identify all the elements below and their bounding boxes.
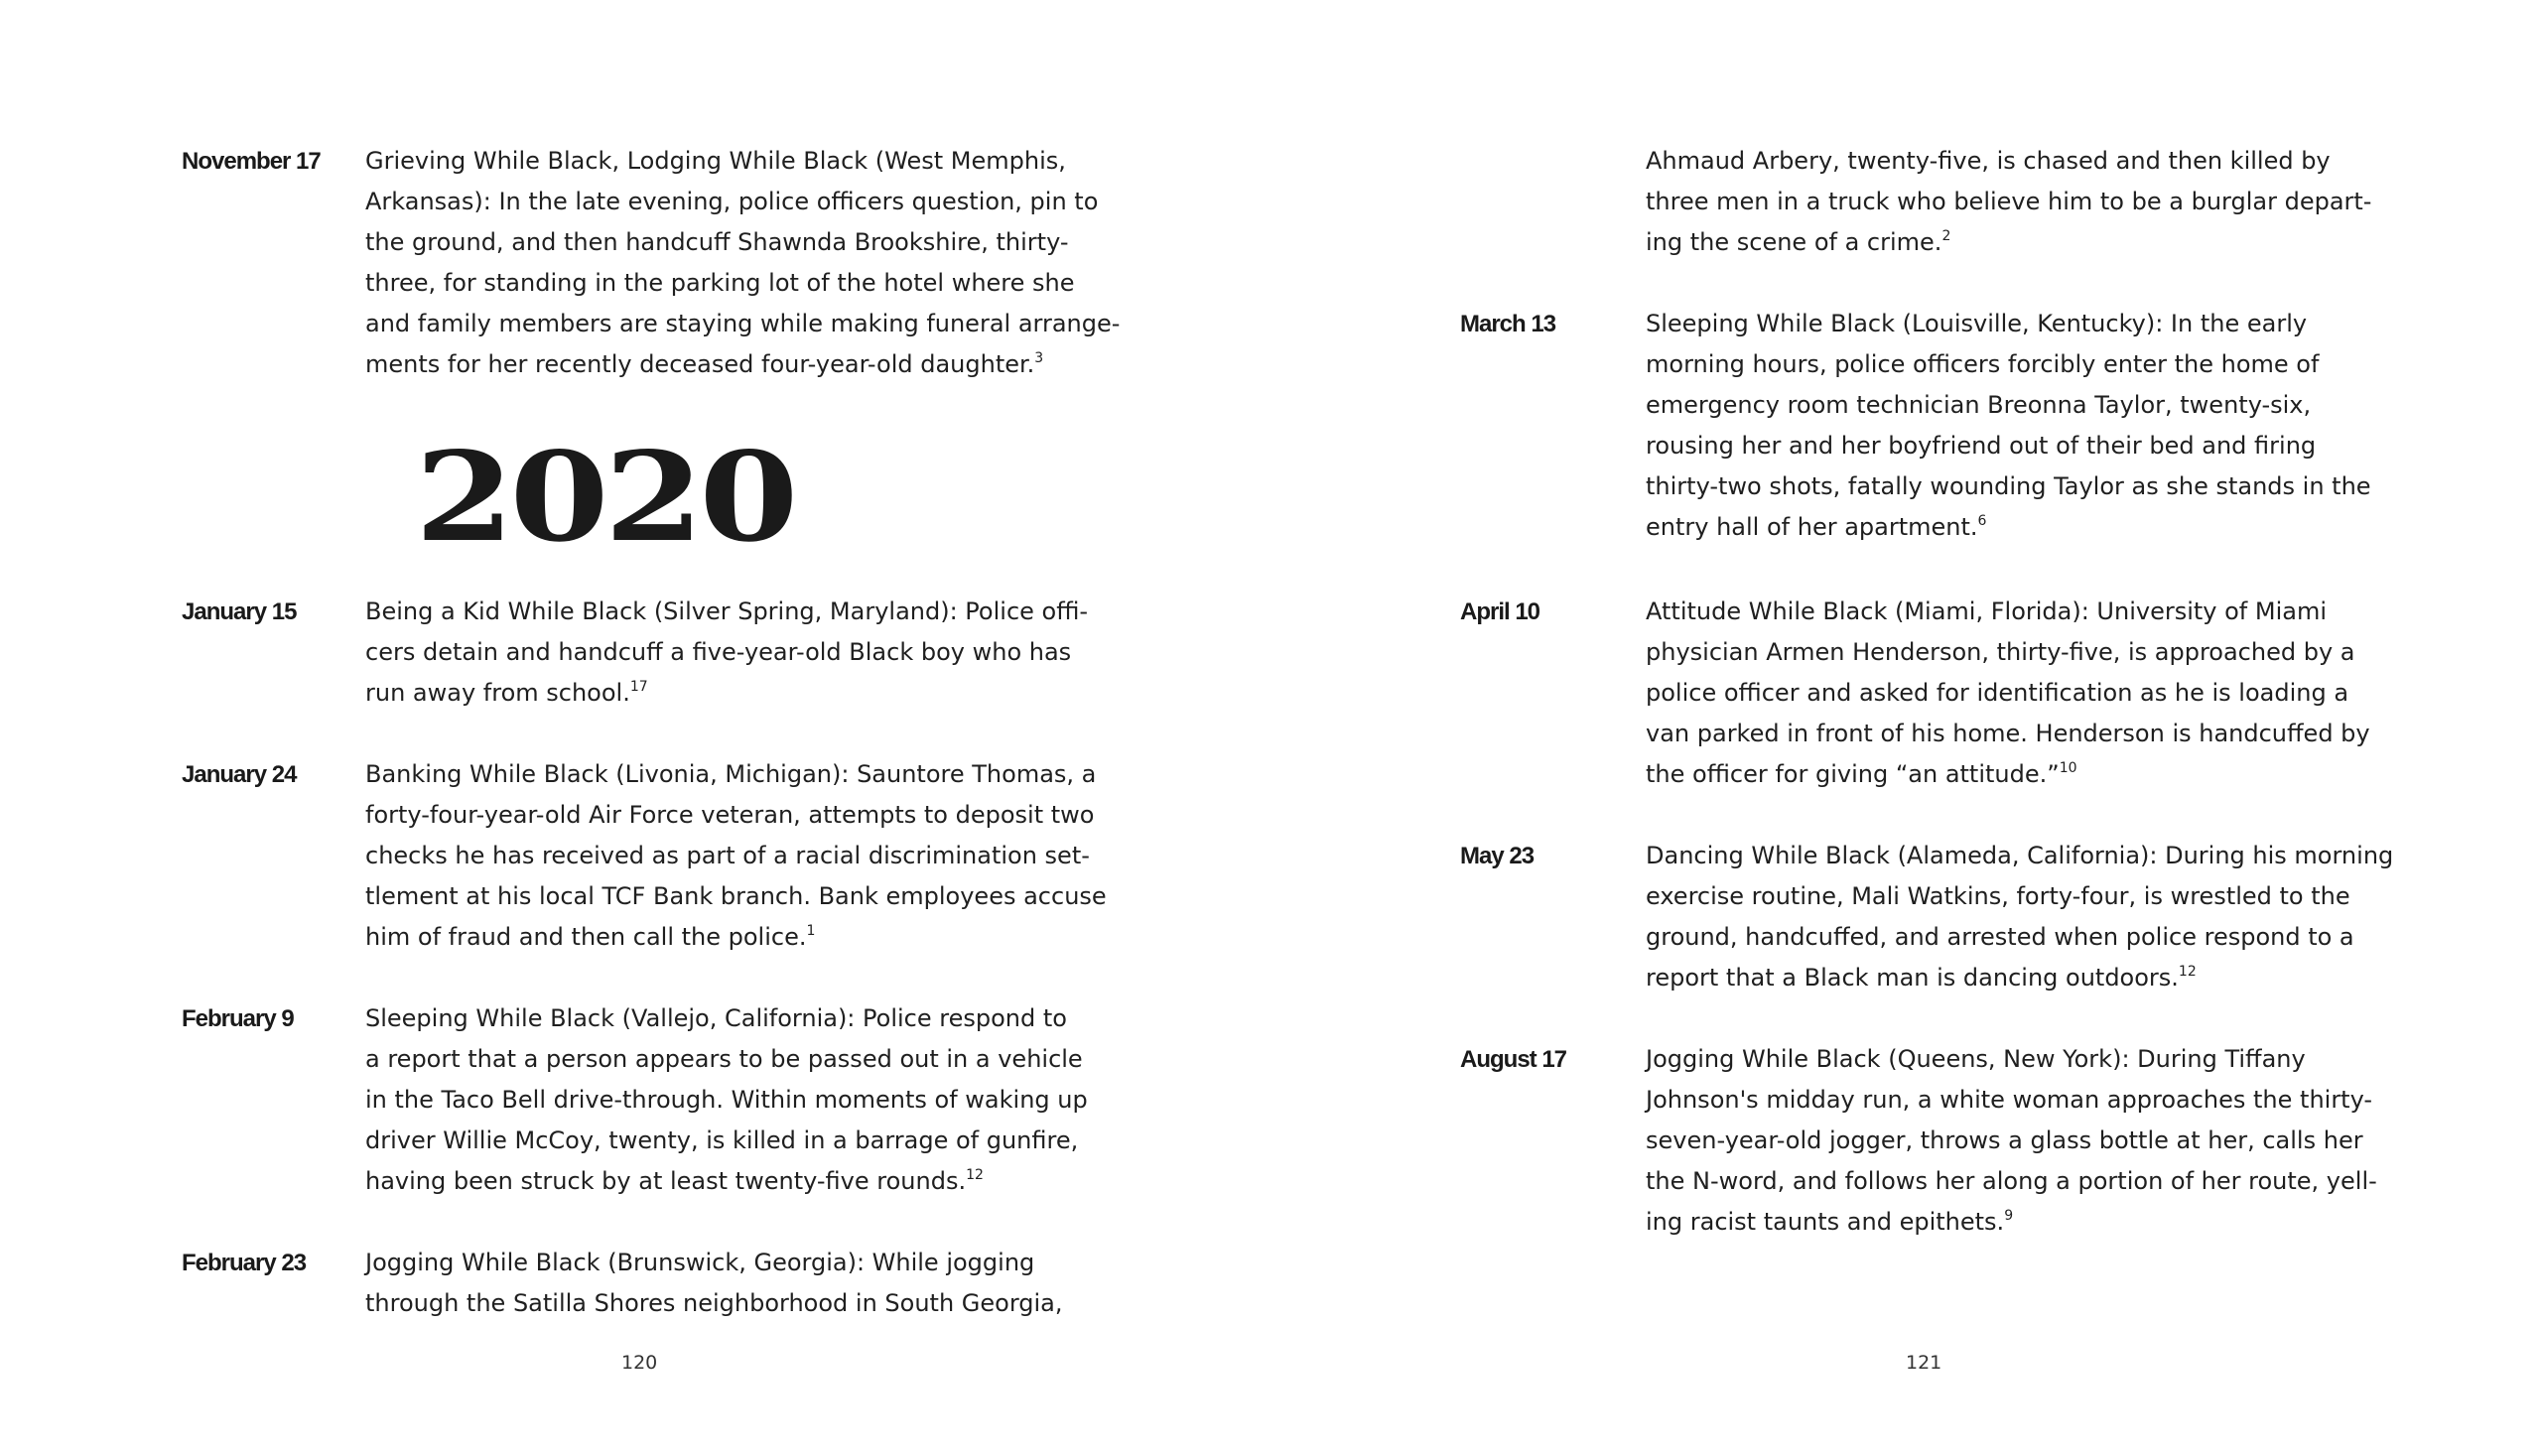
- entry-date: August 17: [1460, 1046, 1567, 1073]
- text-line: Ahmaud Arbery, twenty-five, is chased and then killed by: [1646, 147, 2331, 175]
- entry-text: [365, 998, 1088, 1202]
- text-line: [365, 917, 1107, 958]
- text-line: Johnson's midday run, a white woman approaches the thirty-: [1646, 1086, 2373, 1114]
- text-line: checks he has received as part of a racial discrimination set-: [365, 842, 1090, 869]
- text-line: morning hours, police officers forcibly enter the home of: [1646, 350, 2320, 378]
- entry-date: February 9: [182, 1005, 294, 1032]
- text-line: in the Taco Bell drive-through. Within moments of waking up: [365, 1086, 1088, 1114]
- footnote-ref: 10: [2059, 760, 2077, 776]
- entry-date: November 17: [182, 148, 321, 175]
- text-line: physician Armen Henderson, thirty-five, is approached by a: [1646, 638, 2355, 666]
- left-page: [0, 0, 1270, 1456]
- text-line: Arkansas): In the late evening, police officers question, pin to: [365, 188, 1099, 215]
- text-line: rousing her and her boyfriend out of their bed and firing: [1646, 432, 2317, 460]
- text-line: van parked in front of his home. Henderson is handcuffed by: [1646, 720, 2370, 747]
- entry-date: April 10: [1460, 598, 1540, 625]
- text-line: police officer and asked for identification as he is loading a: [1646, 679, 2349, 707]
- text-line: driver Willie McCoy, twenty, is killed in a barrage of gunfire,: [365, 1126, 1079, 1154]
- text-line: tlement at his local TCF Bank branch. Bank employees accuse: [365, 882, 1107, 910]
- text-line: emergency room technician Breonna Taylor, twenty-six,: [1646, 391, 2312, 419]
- text-line: [1646, 958, 2393, 998]
- footnote-ref: 2: [1941, 228, 1951, 244]
- text-line: ground, handcuffed, and arrested when police respond to a: [1646, 923, 2354, 951]
- text-line: Sleeping While Black (Vallejo, California): Police respond to: [365, 1004, 1067, 1032]
- footnote-ref: 12: [2178, 964, 2197, 980]
- text-line-content: him of fraud and then call the police.: [365, 923, 807, 951]
- text-line: forty-four-year-old Air Force veteran, attempts to deposit two: [365, 801, 1095, 829]
- page-number: 121: [1906, 1352, 1942, 1374]
- footnote-ref: 9: [2004, 1208, 2014, 1224]
- text-line: a report that a person appears to be passed out in a vehicle: [365, 1045, 1083, 1073]
- footnote-ref: 6: [1977, 513, 1987, 529]
- entry-date: January 24: [182, 761, 297, 788]
- text-line: Banking While Black (Livonia, Michigan): Sauntore Thomas, a: [365, 760, 1097, 788]
- text-line-content: ing the scene of a crime.: [1646, 228, 1942, 256]
- text-line: Sleeping While Black (Louisville, Kentucky): In the early: [1646, 310, 2308, 337]
- text-line: thirty-two shots, fatally wounding Taylor as she stands in the: [1646, 472, 2371, 500]
- entry-text: [1646, 592, 2370, 795]
- footnote-ref: 12: [966, 1167, 984, 1183]
- text-line: cers detain and handcuff a five-year-old Black boy who has: [365, 638, 1072, 666]
- text-line: [1646, 222, 2371, 263]
- entry-text: [1646, 836, 2393, 998]
- text-line-content: the officer for giving “an attitude.”: [1646, 760, 2060, 788]
- text-line-content: report that a Black man is dancing outdoors.: [1646, 964, 2179, 992]
- entry-date: January 15: [182, 598, 297, 625]
- footnote-ref: 17: [629, 679, 648, 695]
- entry-text: [1646, 141, 2371, 263]
- text-line-content: having been struck by at least twenty-five rounds.: [365, 1167, 967, 1195]
- text-line: Jogging While Black (Queens, New York): During Tiffany: [1646, 1045, 2306, 1073]
- entry-text: [365, 1243, 1063, 1324]
- text-line: three, for standing in the parking lot of the hotel where she: [365, 269, 1075, 297]
- text-line: [365, 344, 1120, 385]
- text-line: Being a Kid While Black (Silver Spring, Maryland): Police offi-: [365, 597, 1089, 625]
- entry-date: May 23: [1460, 843, 1535, 869]
- text-line: Attitude While Black (Miami, Florida): University of Miami: [1646, 597, 2328, 625]
- entry-date: March 13: [1460, 311, 1556, 337]
- entry-text: [1646, 304, 2371, 548]
- text-line: exercise routine, Mali Watkins, forty-four, is wrestled to the: [1646, 882, 2350, 910]
- text-line: [365, 673, 1088, 714]
- text-line: and family members are staying while making funeral arrange-: [365, 310, 1121, 337]
- entry-text: [365, 141, 1120, 385]
- text-line: Dancing While Black (Alameda, California): During his morning: [1646, 842, 2394, 869]
- page-number: 120: [621, 1352, 658, 1374]
- text-line: Grieving While Black, Lodging While Black (West Memphis,: [365, 147, 1066, 175]
- text-line: [1646, 507, 2371, 548]
- entry-text: [365, 592, 1088, 714]
- entry-date: February 23: [182, 1250, 307, 1276]
- right-page: [1270, 0, 2541, 1456]
- text-line: seven-year-old jogger, throws a glass bottle at her, calls her: [1646, 1126, 2363, 1154]
- text-line: the ground, and then handcuff Shawnda Brookshire, thirty-: [365, 228, 1069, 256]
- text-line: Jogging While Black (Brunswick, Georgia): While jogging: [365, 1249, 1035, 1276]
- footnote-ref: 1: [806, 923, 816, 939]
- text-line-content: entry hall of her apartment.: [1646, 513, 1978, 541]
- text-line: [1646, 754, 2370, 795]
- entry-text: [365, 754, 1107, 958]
- text-line-content: run away from school.: [365, 679, 630, 707]
- footnote-ref: 3: [1034, 350, 1044, 366]
- entry-text: [1646, 1039, 2377, 1243]
- text-line: [1646, 1202, 2377, 1243]
- text-line: three men in a truck who believe him to be a burglar depart-: [1646, 188, 2372, 215]
- text-line: through the Satilla Shores neighborhood in South Georgia,: [365, 1289, 1063, 1317]
- text-line-content: ments for her recently deceased four-year-old daughter.: [365, 350, 1035, 378]
- year-heading: 2020: [415, 426, 794, 570]
- text-line: the N-word, and follows her along a portion of her route, yell-: [1646, 1167, 2377, 1195]
- text-line-content: ing racist taunts and epithets.: [1646, 1208, 2005, 1236]
- text-line: [365, 1161, 1088, 1202]
